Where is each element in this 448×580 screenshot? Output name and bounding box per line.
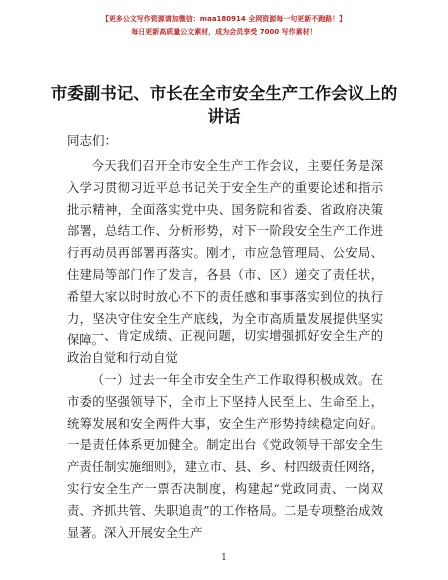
salutation: 同志们：: [67, 133, 118, 148]
body-paragraph-achievements: （一）过去一年全市安全生产工作取得积极成效。在市委的坚强领导下，全市上下坚持人民至上、生命至上，统筹发展和安全两件大事，安全生产形势持续稳定向好。一是责任体系更加健全。制定出台《党政领导干部安全生产责任制实施细则》，建立市、县、乡、村四级责任网络，实行安全生产一票否决制度，构建起“党政同责、一岗双责、齐抓共管、失职追责”的工作格局。二是专项整治成效显著。深入开展安全生产: [67, 373, 383, 540]
document-title: 市委副书记、市长在全市安全生产工作会议上的讲话: [50, 84, 398, 126]
promo-banner-line-2: 每日更新高质量公文素材，成为会员享受 7000 写作素材！: [131, 28, 317, 36]
body-paragraph-intro: 今天我们召开全市安全生产工作会议，主要任务是深入学习贯彻习近平总书记关于安全生产的重要论述和指示批示精神，全面落实党中央、国务院和省委、省政府决策部署，总结工作、分析形势，对下一阶段安全生产工作进行再动员再部署再落实。刚才，市应急管理局、公安局、住建局等部门作了发言，各县（市、区）递交了责任状，希望大家以时时放心不下的责任感和事事落实到位的执行力，坚决守住安全生产底线，为全市高质量发展提供坚实保障。: [67, 159, 383, 348]
promo-banner-line-1: 【更多公文写作资源请加微信：maa180914 全网资源每一句更新不跑路！】: [101, 15, 347, 23]
section-heading-one: 一、肯定成绩、正视问题，切实增强抓好安全生产的政治自觉和行动自觉: [67, 329, 383, 365]
promo-banner: [0, 14, 448, 37]
page-number: 1: [221, 553, 227, 563]
